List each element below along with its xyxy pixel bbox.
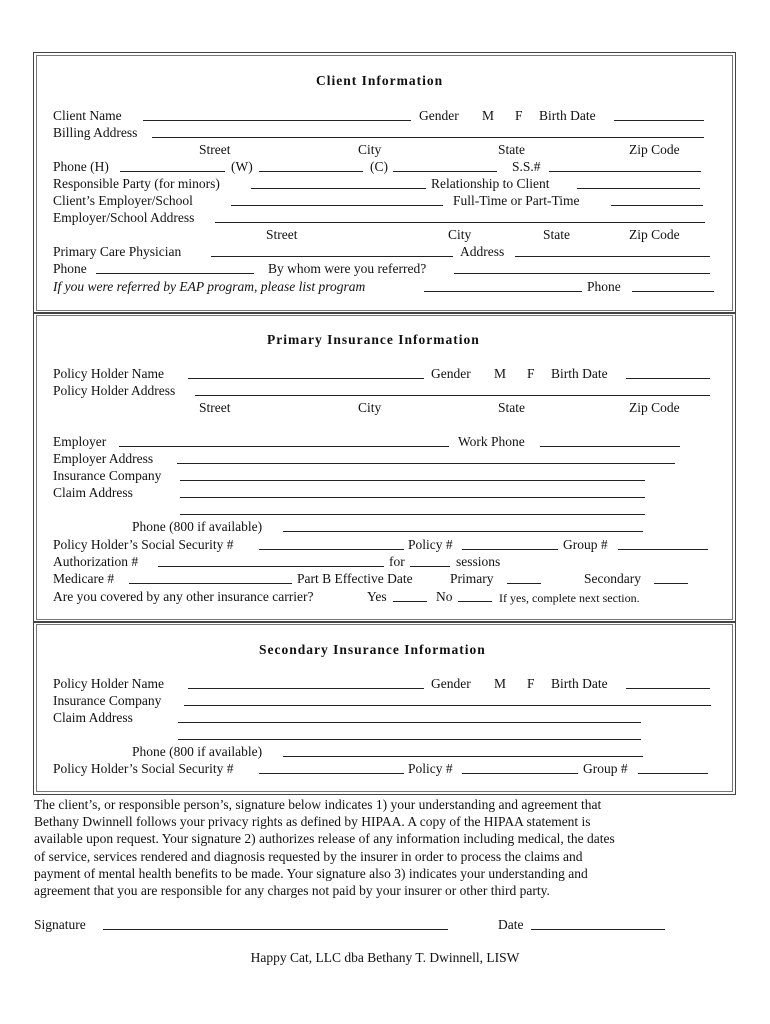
pi-policy-holder-address-label: Policy Holder Address bbox=[53, 383, 176, 398]
consent-line: available upon request. Your signature 2) authorizes release of any information including medical, the dates bbox=[34, 831, 615, 847]
pi-covered-question: Are you covered by any other insurance carrier? bbox=[53, 589, 314, 604]
pi-phone800-label: Phone (800 if available) bbox=[132, 519, 263, 534]
pcp-field[interactable] bbox=[211, 256, 453, 257]
phone-home-label: Phone (H) bbox=[53, 159, 109, 174]
pi-employer-address-field[interactable] bbox=[177, 463, 675, 464]
si-birth-date-field[interactable] bbox=[626, 688, 710, 689]
billing-address-field[interactable] bbox=[152, 137, 704, 138]
phone-work-field[interactable] bbox=[259, 171, 363, 172]
si-insurance-company-field[interactable] bbox=[184, 705, 711, 706]
pi-claim-address-field[interactable] bbox=[180, 497, 645, 498]
client-name-field[interactable] bbox=[143, 120, 411, 121]
phone-label: Phone bbox=[53, 261, 87, 276]
street-caption: Street bbox=[199, 142, 231, 157]
referred-by-label: By whom were you referred? bbox=[268, 261, 427, 276]
pi-covered-no-label: No bbox=[436, 589, 453, 604]
pi-city-caption: City bbox=[358, 400, 382, 415]
pi-insurance-company-field[interactable] bbox=[180, 480, 645, 481]
ssn-label: S.S.# bbox=[512, 159, 541, 174]
billing-address-label: Billing Address bbox=[53, 125, 138, 140]
employer-school-field[interactable] bbox=[231, 205, 443, 206]
phone-field[interactable] bbox=[96, 273, 254, 274]
pi-work-phone-field[interactable] bbox=[540, 446, 680, 447]
signature-label: Signature bbox=[34, 917, 86, 932]
secondary-insurance-heading: Secondary Insurance Information bbox=[259, 642, 486, 657]
pi-medicare-field[interactable] bbox=[129, 583, 292, 584]
pi-work-phone-label: Work Phone bbox=[458, 434, 525, 449]
pi-policy-field[interactable] bbox=[462, 549, 558, 550]
eap-phone-label: Phone bbox=[587, 279, 621, 294]
pi-secondary-field[interactable] bbox=[654, 583, 688, 584]
si-gender-m-option[interactable]: M bbox=[494, 676, 507, 691]
pi-group-label: Group # bbox=[563, 537, 608, 552]
pi-policy-label: Policy # bbox=[408, 537, 453, 552]
pi-insurance-company-label: Insurance Company bbox=[53, 468, 162, 483]
pi-gender-m-option[interactable]: M bbox=[494, 366, 507, 381]
signature-field[interactable] bbox=[103, 929, 448, 930]
pi-covered-yes-field[interactable] bbox=[393, 601, 427, 602]
si-phone800-field[interactable] bbox=[283, 756, 643, 757]
pi-street-caption: Street bbox=[199, 400, 231, 415]
street-caption-2: Street bbox=[266, 227, 298, 242]
phone-home-field[interactable] bbox=[120, 171, 225, 172]
si-insurance-company-label: Insurance Company bbox=[53, 693, 162, 708]
state-caption-2: State bbox=[543, 227, 570, 242]
pi-birth-date-field[interactable] bbox=[626, 378, 710, 379]
pi-zip-code-caption: Zip Code bbox=[629, 400, 680, 415]
pi-employer-address-label: Employer Address bbox=[53, 451, 154, 466]
pi-medicare-label: Medicare # bbox=[53, 571, 115, 586]
consent-paragraph bbox=[34, 796, 740, 899]
pi-employer-label: Employer bbox=[53, 434, 107, 449]
pi-covered-yes-label: Yes bbox=[367, 589, 387, 604]
eap-phone-field[interactable] bbox=[632, 291, 714, 292]
pi-state-caption: State bbox=[498, 400, 525, 415]
si-phone800-label: Phone (800 if available) bbox=[132, 744, 263, 759]
referred-by-field[interactable] bbox=[454, 273, 710, 274]
pi-ssn-field[interactable] bbox=[259, 549, 404, 550]
pi-secondary-label: Secondary bbox=[584, 571, 641, 586]
si-policy-holder-name-field[interactable] bbox=[188, 688, 424, 689]
fulltime-parttime-label: Full-Time or Part-Time bbox=[453, 193, 580, 208]
relationship-label: Relationship to Client bbox=[431, 176, 550, 191]
pi-phone800-field[interactable] bbox=[283, 531, 643, 532]
responsible-party-field[interactable] bbox=[251, 188, 426, 189]
pi-if-yes-note: If yes, complete next section. bbox=[499, 591, 640, 605]
primary-insurance-heading: Primary Insurance Information bbox=[267, 332, 480, 347]
consent-line: Bethany Dwinnell follows your privacy rights as defined by HIPAA. A copy of the HIPAA statement is bbox=[34, 814, 591, 830]
consent-line: of service, services rendered and diagnosis requested by the insurer in order to process the claims and bbox=[34, 848, 583, 864]
pi-primary-label: Primary bbox=[450, 571, 494, 586]
pi-authorization-label: Authorization # bbox=[53, 554, 139, 569]
pi-sessions-label: sessions bbox=[456, 554, 501, 569]
phone-cell-label: (C) bbox=[370, 159, 388, 174]
si-group-field[interactable] bbox=[638, 773, 708, 774]
pcp-address-field[interactable] bbox=[515, 256, 710, 257]
pcp-address-label: Address bbox=[460, 244, 505, 259]
si-group-label: Group # bbox=[583, 761, 628, 776]
pi-for-label: for bbox=[389, 554, 405, 569]
eap-program-field[interactable] bbox=[424, 291, 582, 292]
gender-label: Gender bbox=[419, 108, 459, 123]
footer-business-name: Happy Cat, LLC dba Bethany T. Dwinnell, LISW bbox=[250, 950, 520, 965]
pi-claim-address-field-2[interactable] bbox=[180, 514, 645, 515]
pi-part-b-label: Part B Effective Date bbox=[297, 571, 413, 586]
pi-ssn-label: Policy Holder’s Social Security # bbox=[53, 537, 234, 552]
pi-primary-field[interactable] bbox=[507, 583, 541, 584]
phone-cell-field[interactable] bbox=[393, 171, 497, 172]
pi-claim-address-label: Claim Address bbox=[53, 485, 133, 500]
si-policy-field[interactable] bbox=[462, 773, 578, 774]
gender-m-option[interactable]: M bbox=[482, 108, 495, 123]
si-ssn-field[interactable] bbox=[259, 773, 404, 774]
ssn-field[interactable] bbox=[549, 171, 701, 172]
city-caption: City bbox=[358, 142, 382, 157]
zip-code-caption: Zip Code bbox=[629, 142, 680, 157]
eap-program-label: If you were referred by EAP program, please list program bbox=[53, 279, 366, 294]
client-information-heading: Client Information bbox=[316, 73, 444, 88]
employer-school-label: Client’s Employer/School bbox=[53, 193, 193, 208]
si-gender-f-option[interactable]: F bbox=[527, 676, 535, 691]
pi-gender-f-option[interactable]: F bbox=[527, 366, 535, 381]
date-field[interactable] bbox=[531, 929, 665, 930]
consent-line: The client’s, or responsible person’s, signature below indicates 1) your understanding and agreement that bbox=[34, 797, 602, 812]
pi-policy-holder-name-field[interactable] bbox=[188, 378, 424, 379]
pi-policy-holder-name-label: Policy Holder Name bbox=[53, 366, 164, 381]
si-policy-label: Policy # bbox=[408, 761, 453, 776]
pi-group-field[interactable] bbox=[618, 549, 708, 550]
pi-policy-holder-address-field[interactable] bbox=[195, 395, 710, 396]
pi-sessions-field[interactable] bbox=[410, 566, 450, 567]
si-gender-label: Gender bbox=[431, 676, 471, 691]
pi-gender-label: Gender bbox=[431, 366, 471, 381]
birth-date-label: Birth Date bbox=[539, 108, 596, 123]
employer-school-address-label: Employer/School Address bbox=[53, 210, 195, 225]
consent-line: payment of mental health benefits to be made. Your signature also 3) indicates your understanding and bbox=[34, 865, 588, 881]
consent-line: agreement that you are responsible for any charges not paid by your insurer or other third party. bbox=[34, 883, 550, 899]
pcp-label: Primary Care Physician bbox=[53, 244, 182, 259]
pi-employer-field[interactable] bbox=[119, 446, 449, 447]
gender-f-option[interactable]: F bbox=[515, 108, 523, 123]
date-label: Date bbox=[498, 917, 524, 932]
birth-date-field[interactable] bbox=[614, 120, 704, 121]
state-caption: State bbox=[498, 142, 525, 157]
city-caption-2: City bbox=[448, 227, 472, 242]
fulltime-parttime-field[interactable] bbox=[611, 205, 703, 206]
phone-work-label: (W) bbox=[231, 159, 253, 174]
pi-covered-no-field[interactable] bbox=[458, 601, 492, 602]
zip-code-caption-2: Zip Code bbox=[629, 227, 680, 242]
pi-birth-date-label: Birth Date bbox=[551, 366, 608, 381]
pi-authorization-field[interactable] bbox=[158, 566, 384, 567]
si-ssn-label: Policy Holder’s Social Security # bbox=[53, 761, 234, 776]
client-name-label: Client Name bbox=[53, 108, 122, 123]
si-claim-address-field-2[interactable] bbox=[178, 739, 641, 740]
responsible-party-label: Responsible Party (for minors) bbox=[53, 176, 220, 191]
employer-school-address-field[interactable] bbox=[215, 222, 705, 223]
si-policy-holder-name-label: Policy Holder Name bbox=[53, 676, 164, 691]
si-claim-address-field[interactable] bbox=[178, 722, 641, 723]
relationship-field[interactable] bbox=[577, 188, 700, 189]
si-birth-date-label: Birth Date bbox=[551, 676, 608, 691]
si-claim-address-label: Claim Address bbox=[53, 710, 133, 725]
